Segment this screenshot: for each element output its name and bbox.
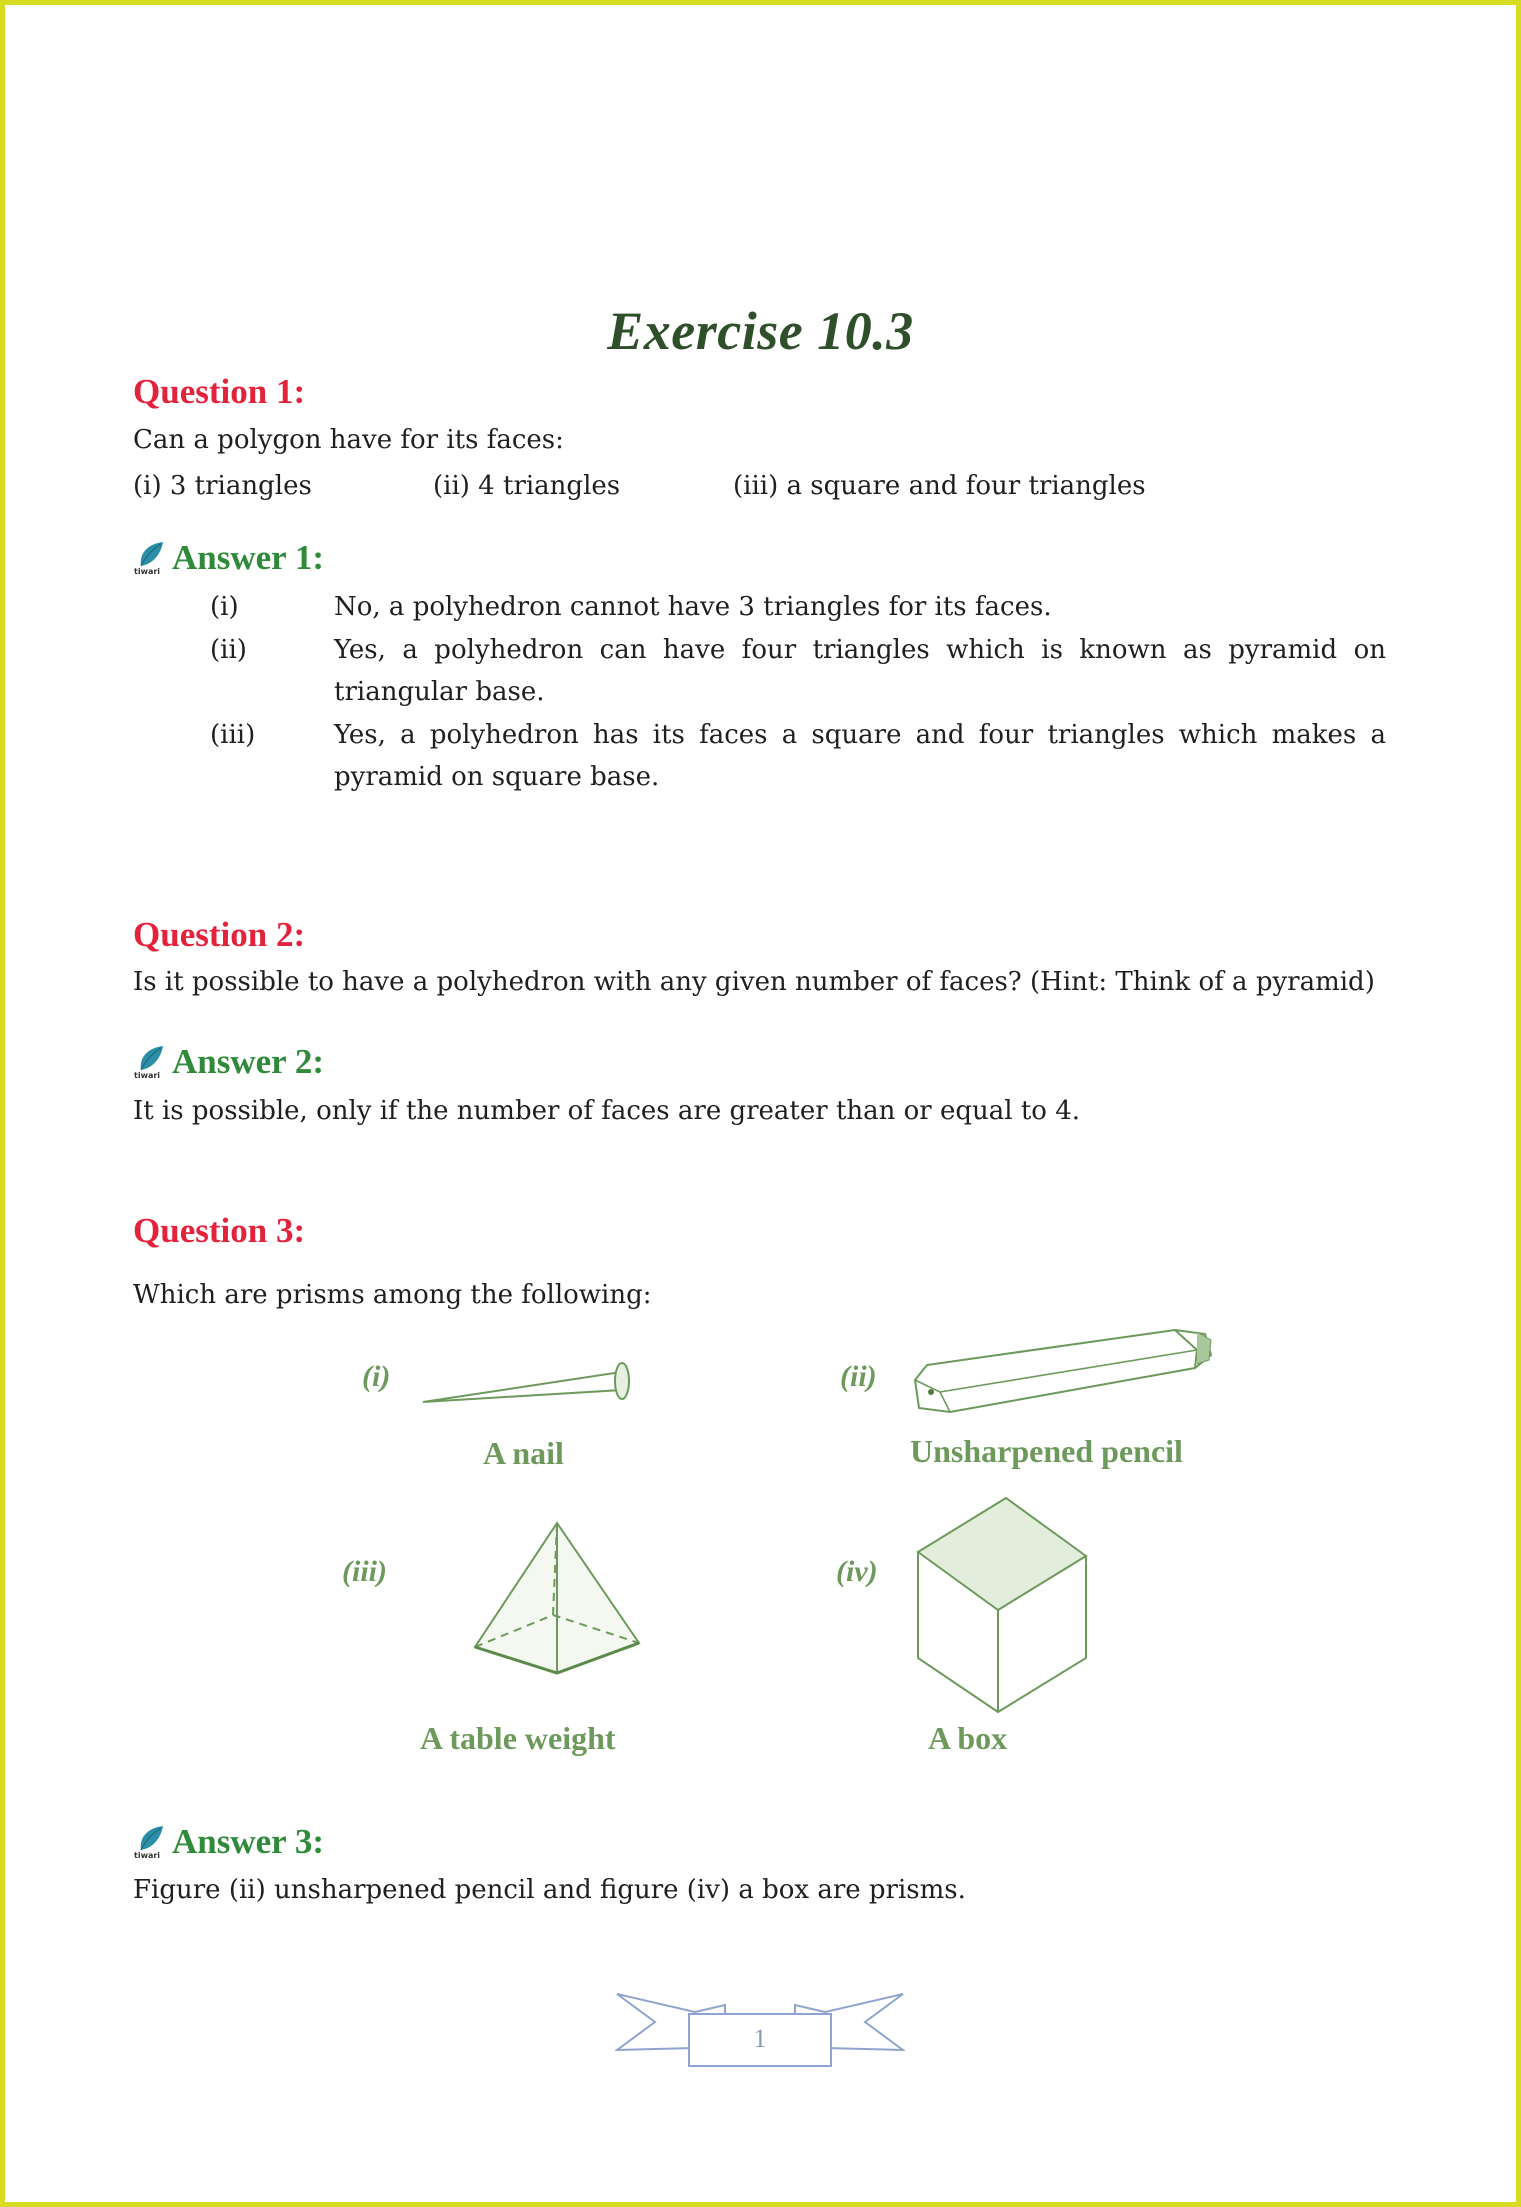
answer-3-heading: [133, 1822, 324, 1862]
answer-1-list: [0, 586, 1521, 806]
answer-2-heading-label: Answer 2:: [172, 1042, 324, 1081]
question-3-heading: Question 3:: [133, 1211, 306, 1250]
page-number: 1: [753, 2024, 767, 2053]
exercise-title: Exercise 10.3: [607, 301, 914, 361]
figure-iv-label: (iv): [836, 1555, 878, 1588]
answer-1-item-num: (i): [210, 592, 239, 622]
answer-1-item-text: No, a polyhedron cannot have 3 triangles for its faces.: [334, 592, 1052, 622]
figure-iv-caption: A box: [928, 1720, 1008, 1756]
tiwari-leaf-icon: [133, 1044, 167, 1080]
figure-ii-label: (ii): [840, 1360, 877, 1393]
answer-1-heading-label: Answer 1:: [172, 538, 324, 577]
answer-3-heading-label: Answer 3:: [172, 1822, 324, 1861]
question-3-figures: [0, 1310, 1521, 1760]
tiwari-leaf-icon: [133, 1824, 167, 1860]
svg-text:tiwari: tiwari: [134, 1851, 161, 1860]
svg-text:tiwari: tiwari: [134, 567, 161, 576]
nail-icon: [415, 1350, 640, 1410]
figure-ii-caption: Unsharpened pencil: [910, 1433, 1183, 1469]
question-2-text: Is it possible to have a polyhedron with any given number of faces? (Hint: Think of a pyramid): [133, 967, 1375, 997]
square-pyramid-icon: [465, 1515, 645, 1695]
answer-3-text: Figure (ii) unsharpened pencil and figure (iv) a box are prisms.: [133, 1875, 966, 1905]
figure-i-label: (i): [362, 1360, 391, 1393]
answer-1-item-num: (ii): [210, 635, 247, 665]
answer-1-item-num: (iii): [210, 720, 256, 750]
svg-text:tiwari: tiwari: [134, 1071, 161, 1080]
answer-2-heading: [133, 1042, 324, 1082]
answer-1-heading: [133, 538, 324, 578]
figure-i-caption: A nail: [483, 1435, 564, 1471]
cuboid-box-icon: [910, 1490, 1090, 1720]
question-1-option-iii: (iii) a square and four triangles: [733, 471, 1146, 501]
question-2-heading: Question 2:: [133, 915, 306, 954]
question-1-text: Can a polygon have for its faces:: [133, 425, 564, 455]
answer-2-text: It is possible, only if the number of faces are greater than or equal to 4.: [133, 1096, 1081, 1126]
figure-iii-caption: A table weight: [420, 1720, 616, 1756]
tiwari-leaf-icon: [133, 540, 167, 576]
question-1-options: [133, 465, 1393, 507]
figure-iii-label: (iii): [342, 1555, 387, 1588]
question-3-text: Which are prisms among the following:: [133, 1280, 652, 1310]
question-1-option-ii: (ii) 4 triangles: [433, 471, 621, 501]
question-1-heading: Question 1:: [133, 372, 306, 411]
answer-1-item-text: Yes, a polyhedron has its faces a square and four triangles which makes a pyramid on square base.: [334, 720, 1386, 792]
hexagonal-pencil-icon: [905, 1320, 1215, 1420]
page-number-ribbon: [615, 1988, 905, 2068]
question-1-option-i: (i) 3 triangles: [133, 471, 312, 501]
answer-1-item-text: Yes, a polyhedron can have four triangles which is known as pyramid on triangular base.: [334, 635, 1386, 707]
